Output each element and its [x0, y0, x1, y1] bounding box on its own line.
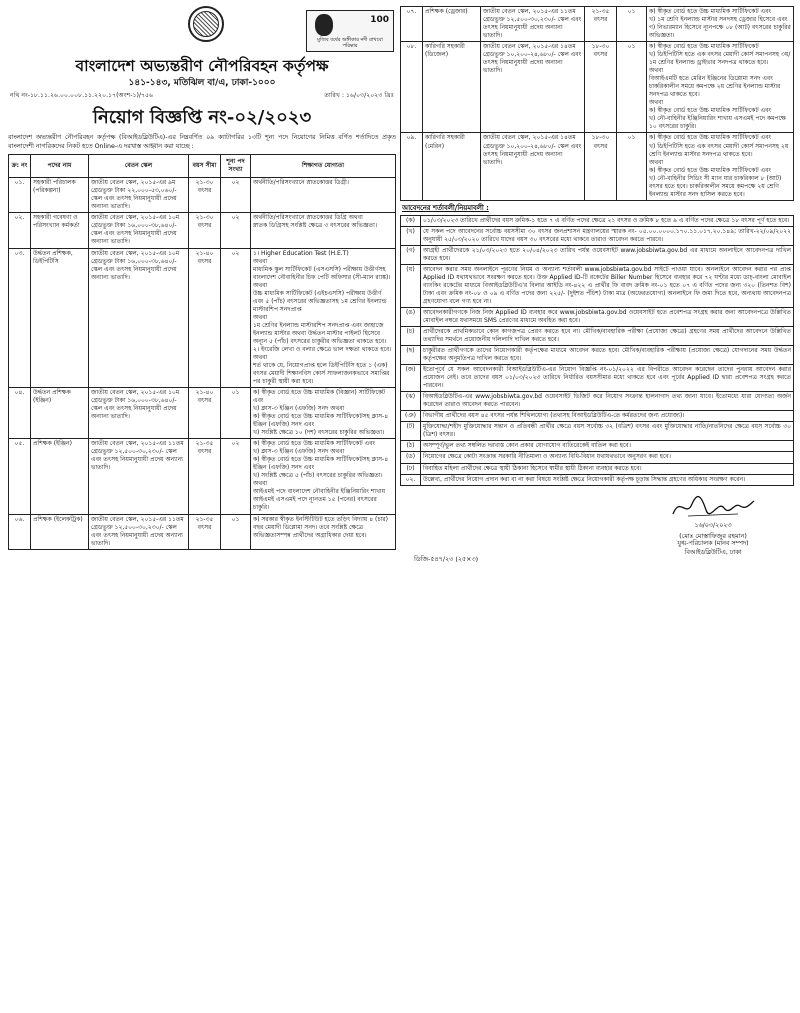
condition-row [401, 215, 794, 226]
signature-box [638, 492, 788, 557]
condition-text: প্রার্থীদেরকে প্রাথমিকভাবে কোন কাগজপত্র প্রেরণ করতে হবে না। মৌখিক/ব্যবহারিক পরীক্ষা (প্রযোজ্য ক্ষেত্রে) গ্রহণের সময় প্রার্থীদের আবেদনে উল্লিখিত তথ্যাদির সমর্থনে প্রয়োজনীয় দলিলাদি দাখিল করতে হবে। [421, 327, 794, 346]
qualification-line: খ) নৌ-বাহিনীর ইঞ্জিনিয়ারিং শাখায় এসএমই পদে কমপক্ষে ১০ বৎসরের চাকুরি। [649, 115, 786, 131]
post-name: প্রশিক্ষক (ড্রেজার) [423, 7, 481, 42]
condition-row [401, 441, 794, 452]
age-limit: ২১-৩৫ বৎসর [585, 7, 617, 42]
table-row [9, 388, 396, 439]
qualification [251, 388, 396, 439]
vacancy-count: ০১ [221, 388, 251, 439]
pay-scale: জাতীয় বেতন স্কেল, ২০১৫-এর ১৪তম গ্রেডভুক্ত ১০,২০০-২৪,৬৮০/- স্কেল এবং তৎসহ নিয়মানুযায়ী প্রদেয় অন্যান্য ভাতাদি। [481, 133, 585, 200]
vacancy-count: ০১ [617, 7, 647, 42]
condition-label: (ঞ) [401, 411, 421, 422]
condition-row [401, 422, 794, 441]
post-name: সহকারী গবেষণা ও পরিসংখ্যান কর্মকর্তা [31, 213, 89, 248]
qualification-line: অর্থনীতি/পরিসংখ্যানে স্নাতকোত্তর ডিগ্রী। [253, 179, 349, 187]
qualification-line: খ) ক্লাস-৩ ইঞ্জিন (এফজি) সনদ অথবা [253, 448, 345, 456]
condition-label: (ট) [401, 422, 421, 441]
qualification-line: অথবা [649, 67, 664, 75]
signature-block [400, 492, 794, 570]
signature-date: ১৬/০৩/২০২৩ [694, 521, 732, 529]
qualification [647, 133, 794, 200]
memo-number: নথি নং-১৮.১১.২৬.০০.০০৮.১১.২২০.১৭(অংশ-১)/৭৫৬ [10, 92, 154, 99]
qualification-line: খ) সংশ্লিষ্ট ক্ষেত্রে ৫ (পাঁচ) বৎসরের চাকুরির অভিজ্ঞতা। [253, 472, 383, 480]
memo-date: তারিখ : ১৬/০৩/২০২৩ খ্রিঃ [324, 92, 394, 99]
posts-table-right [400, 6, 794, 201]
qualification-line: ক) স্বীকৃত বোর্ড হতে উচ্চ মাধ্যমিক সার্টিফিকেট এবং [649, 166, 772, 174]
pay-scale: জাতীয় বেতন স্কেল, ২০১৫-এর ১১তম গ্রেডভুক্ত ১২,৫০০-৩০,২৩০/- স্কেল এবং তৎসহ নিয়মানুযায়ী প্রদেয় অন্যান্য ভাতাদি। [89, 439, 189, 514]
condition-row [401, 365, 794, 392]
condition-text: বিভাগীয় প্রার্থীদের বয়স ৪৫ বৎসর পর্যন্ত শিথিলযোগ্য (তথ্যসহ বিআইডব্লিউটিএ-তে কর্মরতদের জন্য প্রযোজ্য)। [421, 411, 794, 422]
qualification-line: ক) স্বীকৃত বোর্ড হতে উচ্চ মাধ্যমিক সার্টিফিকেটসহ ক্লাস-৪ ইঞ্জিন (এফজি) সনদ এবং [253, 413, 389, 429]
condition-text: অসম্পূর্ণ/ভুল তথ্য সম্বলিত দরখাস্ত কোন প্রকার যোগাযোগ ব্যতিরেকেই বাতিল করা হবে। [421, 441, 794, 452]
qualification-line: শর্ত থাকে যে, নিয়োগপ্রাপ্ত হলে ডিইপিটিসি হতে ১ (এক) বৎসর মেয়াদী শিক্ষানবিস কোর্স সাফল্যজনকভাবে সমাপ্তির পর চাকুরী স্থায়ী করা হবে। [253, 361, 390, 385]
notice-intro: বাংলাদেশ অভ্যন্তরীণ নৌপরিবহন কর্তৃপক্ষ (বিআইডব্লিউটিএ)-এর নিম্নবর্ণিত ০৯ ক্যাটাগরির ১৩টি শূন্য পদে নিয়োগের নিমিত্ত বর্ণিত শর্তাদিতে প্রকৃত বাংলাদেশী নাগরিকদের নিকট হতে Online-এ দরখাস্ত আহ্বান করা যাচ্ছে : [8, 134, 396, 150]
age-limit: ২১-৩০ বৎসর [189, 213, 221, 248]
qualification [647, 7, 794, 42]
qualification-line: খ) ১ম শ্রেণি ইনল্যান্ড মাস্টার সনদসহ ড্রেজার হিসেবে এবং [649, 16, 788, 24]
condition-row [401, 463, 794, 474]
qualification-line: অথবা [253, 480, 268, 488]
condition-text: ০১/০৩/২০২৩ তারিখে প্রার্থীদের বয়স ক্রমিক-১ হতে ৭ এ বর্ণিত পদের ক্ষেত্রে ২১ বৎসর ও ক্রমিক ৮ হতে ৯ এ বর্ণিত পদের ক্ষেত্রে ১৮ বৎসর পূর্ণ হতে হবে। [421, 215, 794, 226]
condition-label: (ড) [401, 452, 421, 463]
table-row [401, 7, 794, 42]
table-row [9, 213, 396, 248]
qualification-line: বিআইএমটি হতে মেরিন ইঞ্জিনের ডিপ্লোমা সনদ এবং চাকরিকালীন সময়ে কমপক্ষে ২য় শ্রেণির ইনল্যান্ড মাস্টার সনদপত্র থাকতে হবে। [649, 75, 781, 99]
vacancy-count: ০১ [221, 514, 251, 549]
condition-text: ইতোপূর্বে যে সকল আবেদনকারী বিআইডব্লিউটিএ-এর নিয়োগ বিজ্ঞপ্তি নং-০১/২০২২ এর বিপরীতে আবেদন করেছেন তাদের পুনরায় আবেদন করার প্রয়োজন নেই। তবে তাদের বয়স ০১/০৩/২০২৩ তারিখে নির্ধারিত বয়সসীমার মধ্যে থাকতে হবে এবং পূর্বের Applied ID দ্বারা প্রবেশপত্র সংগ্রহ করতে পারবেন। [421, 365, 794, 392]
condition-row [401, 308, 794, 327]
signatory-name: (মোঃ মোস্তাফিজুর রহমান) [679, 531, 747, 540]
qualification-line: খ) ডিইপিটিসি হতে এক বৎসর মেয়াদী কোর্স সমাপনসহ ৩য়/১ম শ্রেণির ইনল্যান্ড ড্রাইভার সনদপত্র থাকতে হবে। [649, 51, 791, 67]
post-serial: ০১. [9, 178, 31, 213]
qualification-line: গ) নিভারম্যান হিসেবে ন্যূনপক্ষে ০৮ (আট) বৎসরের চাকুরির অভিজ্ঞতা। [649, 24, 791, 40]
qualification [251, 178, 396, 213]
vacancy-count: ০১ [617, 42, 647, 133]
vacancy-count: ০২ [221, 213, 251, 248]
condition-label: (চ) [401, 327, 421, 346]
qualification-line: মাধ্যমিক স্কুল সার্টিফিকেট (এসএসসি) পরীক্ষায় উত্তীর্ণসহ বাংলাদেশ নৌবাহিনীর চিফ পেটি অফিসার (সী-ম্যান র‍্যাঙ্ক)। [253, 265, 391, 281]
condition-text: আগ্রহী প্রার্থীদেরকে ২১/০৩/২০২৩ হতে ২০/০৪/২০২৩ তারিখ পর্যন্ত ওয়েবসাইট www.jobsbiwta.gov.bd এর মাধ্যমে অনলাইনে আবেদনপত্র দাখিল করতে হবে। [421, 245, 794, 264]
condition-text: বিবাহিত মহিলা প্রার্থীদের ক্ষেত্রে স্থায়ী ঠিকানা হিসেবে স্বামীর স্থায়ী ঠিকানা ব্যবহার করতে হবে। [421, 463, 794, 474]
org-name: বাংলাদেশ অভ্যন্তরীণ নৌপরিবহন কর্তৃপক্ষ [75, 56, 329, 75]
condition-text: উল্লেখ্য, প্রার্থীদের নিয়োগ প্রদান করা বা না করা বিষয়ে সংশ্লিষ্ট ক্ষেত্রে নিয়োগকারী কর্তৃপক্ষ চূড়ান্ত সিদ্ধান্ত গ্রহণের অধিকার সংরক্ষণ করেন। [421, 474, 794, 485]
post-serial: ০৩. [9, 248, 31, 388]
qualification [647, 42, 794, 133]
vacancy-count: ০১ [617, 133, 647, 200]
qualification [251, 248, 396, 388]
post-serial: ০৫. [9, 439, 31, 514]
condition-label: (ক) [401, 215, 421, 226]
condition-label: (জ) [401, 365, 421, 392]
age-limit: ১৮-৩০ বৎসর [585, 42, 617, 133]
th-age: বয়স সীমা [189, 155, 221, 178]
qualification-line: খ) ক্লাস-৩ ইঞ্জিন (এফজি) সনদ অথবা [253, 405, 345, 413]
condition-text: বিআইডব্লিউটিএ-এর www.jobsbiwta.gov.bd ওয়েবসাইট ভিজিট করে নিয়োগ সংক্রান্ত হালনাগাদ তথ্য জানা যাবে। ইতোমধ্যে যারা যোগ্যতা অর্জন করেছেন তারাও আবেদন করতে পারবেন। [421, 392, 794, 411]
mujib-borsho-banner [306, 10, 394, 52]
age-limit: ২১-৩০ বৎসর [189, 178, 221, 213]
condition-row [401, 264, 794, 307]
condition-row [401, 327, 794, 346]
pay-scale: জাতীয় বেতন স্কেল, ২০১৫-এর ১০ম গ্রেডভুক্ত টাকা ১৬,০০০-৩৮,৬৪০/- স্কেল এবং তৎসহ নিয়মানুযায়ী প্রদেয় অন্যান্য ভাতাদি। [89, 213, 189, 248]
banner-number: 100 [370, 15, 389, 25]
qualification-line: ক) স্বীকৃত বোর্ড হতে উচ্চ মাধ্যমিক সার্টিফিকেট এবং [649, 8, 772, 15]
age-limit: ২১-৩৫ বৎসর [189, 514, 221, 549]
condition-label: ০২. [401, 474, 421, 485]
right-column [400, 6, 794, 1006]
qualification-line: ক) স্বীকৃত বোর্ড হতে উচ্চ মাধ্যমিক সার্টিফিকেট এবং [649, 107, 772, 115]
qualification-line: উচ্চ মাধ্যমিক সার্টিফিকেট (এইচএসসি) পরীক্ষায় উত্তীর্ণ এবং ৫ (পাঁচ) বৎসরের অভিজ্ঞতাসহ ১ম শ্রেণির ইনল্যান্ড মাস্টারশিপ সনদপ্রাপ্ত [253, 289, 387, 313]
dfp-code: ডিজি-৫৪৭/২৩ (২৫×৩) [414, 555, 479, 564]
age-limit: ২১-৩৫ বৎসর [189, 439, 221, 514]
condition-text: নিয়োগের ক্ষেত্রে কোটা সংক্রান্ত সরকারি নীতিমালা ও অন্যান্য বিধি-বিধান যথাযথভাবে অনুসরণ করা হবে। [421, 452, 794, 463]
condition-text: মুক্তিযোদ্ধা/শহীদ মুক্তিযোদ্ধার সন্তান ও প্রতিবন্ধী প্রার্থীর ক্ষেত্রে বয়স সর্বোচ্চ ৩২ (বত্রিশ) বৎসর এবং মুক্তিযোদ্ধার নাতি/নাতনিদের ক্ষেত্রে বয়স সর্বোচ্চ ৩০ (ত্রিশ) বৎসর। [421, 422, 794, 441]
banner-text: মুজিব বর্ষের অঙ্গীকার নদী রাখবো পরিষ্কার [317, 37, 383, 49]
qualification-line: অথবা [649, 158, 664, 166]
post-name: প্রশিক্ষক (ইলেকট্রিক) [31, 514, 89, 549]
qualification-line: খ) সংশ্লিষ্ট ক্ষেত্রে ১০ (দশ) বৎসরের চাকুরির অভিজ্ঞতা। [253, 429, 385, 437]
table-header-row [9, 155, 396, 178]
condition-row [401, 346, 794, 365]
post-name: উর্দ্ধতন প্রশিক্ষক (ইঞ্জিন) [31, 388, 89, 439]
qualification [251, 439, 396, 514]
vacancy-count: ০২ [221, 439, 251, 514]
letterhead [8, 6, 396, 56]
condition-text: যে সকল পদে আবেদনের সর্বোচ্চ বয়সসীমা ৩০ বৎসর জনপ্রশাসন মন্ত্রণালয়ের স্মারক নং- ০৫.০০.০০০০.১৭০.১১.০১৭.২০.১৪৯; তারিখ-২২/০৯/২০২২ অনুযায়ী ২৫/০৩/২০২০ তারিখে যাদের বয়স ৩০ বৎসরের মধ্যে থাকবে তারাও আবেদন করতে পারবে। [421, 226, 794, 245]
post-serial: ০৮. [401, 42, 423, 133]
qualification-line: ২। ইংরেজি লেখা ও বলার ক্ষেত্রে ভাল দক্ষতা থাকতে হবে। [253, 345, 392, 353]
pay-scale: জাতীয় বেতন স্কেল, ২০১৫-এর ৯ম গ্রেডভুক্ত টাকা ২২,০০০-৫৩,০৬০/- স্কেল এবং তৎসহ নিয়মানুযায়ী প্রদেয় অন্যান্য ভাতাদি। [89, 178, 189, 213]
age-limit: ২১-৪০ বৎসর [189, 248, 221, 388]
condition-text: আবেদন করার সময় অনলাইনে পূরণের নিয়ম ও অন্যান্য শর্তাবলী www.jobsbiwta.gov.bd সাইটে পাওয়া যাবে। অনলাইনে আবেদন করার পর প্রাপ্ত Applied ID যথাযথভাবে সংরক্ষণ করতে হবে। উক্ত Applied ID-টি রকেটের Biller Number হিসেবে ব্যবহার করে ৭২ ঘণ্টার মধ্যে ডাচ্-বাংলা মোবাইল ব্যাংকিং রকেটের মাধ্যমে বিআইডব্লিউটিএ'র বিলার আইডি নং-৪২২ এ প্রার্থীর ফি বাবদ ক্রমিক নং-০১ হতে ০৭ এ বর্ণিত পদের জন্য ৩২০ (তিনশত বিশ) টাকা এবং ক্রমিক নং-০৮ ও ০৯ এ বর্ণিত পদের জন্য ২২৫/- (দুইশত পঁচিশ) টাকা মাত্র (অফেরতযোগ্য) অনলাইনে ফি জমা দিতে হবে, অন্যথায় আবেদনপত্র গ্রহণযোগ্য বলে গণ্য হবে না। [421, 264, 794, 307]
post-name: কারিগরি সহকারী (ডিজেল) [423, 42, 481, 133]
condition-text: চাকুরীরত প্রার্থীগণকে তাদের নিয়োগকারী কর্তৃপক্ষের মাধ্যমে আবেদন করতে হবে। মৌখিক/ব্যবহারিক পরীক্ষায় (প্রযোজ্য ক্ষেত্রে) যোগদানের সময় উর্দ্ধতন কর্তৃপক্ষের অনুমতিপত্র দাখিল করতে হবে। [421, 346, 794, 365]
table-row [401, 133, 794, 200]
pay-scale: জাতীয় বেতন স্কেল, ২০১৫-এর ১১তম গ্রেডভুক্ত ১২,৫০০-৩০,২৩০/- স্কেল এবং তৎসহ নিয়মানুযায়ী প্রদেয় অন্যান্য ভাতাদি। [481, 7, 585, 42]
age-limit: ২১-৪০ বৎসর [189, 388, 221, 439]
conditions-table [400, 215, 794, 486]
vacancy-count: ০২ [221, 248, 251, 388]
table-row [9, 439, 396, 514]
table-row [9, 514, 396, 549]
qualification-line: ১ম শ্রেণির ইনল্যান্ড মাস্টারশিপ সনদপ্রাপ্ত এবং জাহাজে ইনল্যান্ড মাস্টার অথবা উর্দ্ধতন মাস্টার পাইলট হিসেবে অন্যূন ৫ (পাঁচ) বৎসরের চাকুরীর অভিজ্ঞতা থাকতে হবে। [253, 321, 387, 345]
condition-label: (ছ) [401, 346, 421, 365]
qualification-line: খ) নৌ-বাহিনীর সিডিং সী ম্যান যার চাকরিকাল ৮ (আট) বৎসর হতে হবে। চাকরিকালীন সময়ে কমপক্ষে ২য় শ্রেণি ইনল্যান্ড মাস্টার সনদ হাসিল করতে হবে। [649, 174, 782, 198]
qualification-line: ক) স্বীকৃত বোর্ড হতে উচ্চ মাধ্যমিক সার্টিফিকেট এবং [253, 440, 376, 448]
condition-label: (ঝ) [401, 392, 421, 411]
qualification [251, 514, 396, 549]
memo-line [8, 92, 396, 100]
pay-scale: জাতীয় বেতন স্কেল, ২০১৫-এর ১০ম গ্রেডভুক্ত টাকা ১৬,০০০-৩৮,৬৪০/- স্কেল এবং তৎসহ নিয়মানুযায়ী প্রদেয় অন্যান্য ভাতাদি। [89, 388, 189, 439]
qualification-line: অথবা [649, 99, 664, 107]
post-serial: ০৭. [401, 7, 423, 42]
condition-text: আবেদনকারীগণকে নিজ নিজ Applied ID ব্যবহার করে www.jobsbiwta.gov.bd ওয়েবসাইট হতে প্রবেশপত্র সংগ্রহ করার জন্য আবেদনপত্রে উল্লিখিত মোবাইল নম্বরে যথাসময়ে SMS প্রেরণের মাধ্যমে অবহিত করা হবে। [421, 308, 794, 327]
vacancy-count: ০২ [221, 178, 251, 213]
table-row [401, 42, 794, 133]
condition-label: (ঠ) [401, 441, 421, 452]
pay-scale: জাতীয় বেতন স্কেল, ২০১৫-এর ১৪তম গ্রেডভুক্ত ১০,২০০-২৪,৬৮০/- স্কেল এবং তৎসহ নিয়মানুযায়ী প্রদেয় অন্যান্য ভাতাদি। [481, 42, 585, 133]
qualification-line: অথবা [253, 281, 268, 289]
condition-label: (ঘ) [401, 264, 421, 307]
post-name: কারিগরি সহকারী (মেরিন) [423, 133, 481, 200]
org-address: ১৪১-১৪৩, মতিঝিল বা/এ, ঢাকা-১০০০ [128, 78, 276, 88]
signature-icon [668, 492, 758, 522]
post-serial: ০২. [9, 213, 31, 248]
table-row [9, 248, 396, 388]
signatory-office: বিআইডব্লিউটিএ, ঢাকা [684, 548, 742, 556]
qualification-line: অথবা [253, 353, 268, 361]
left-column [8, 6, 396, 1006]
condition-label: (ঙ) [401, 308, 421, 327]
qualification-line: আইএমই পদে বাংলাদেশ নৌবাহিনীর ইঞ্জিনিয়ারিং শাখায় আইএমই এসএমই পদে ন্যূনতম ১৫ (পনের) বৎসরের চাকুরি। [253, 488, 386, 512]
th-qualification: শিক্ষাগত যোগ্যতা [251, 155, 396, 178]
table-row [9, 178, 396, 213]
condition-row [401, 392, 794, 411]
biwta-logo-icon [188, 6, 224, 42]
qualification-line: ক) স্বীকৃত বোর্ড হতে উচ্চ মাধ্যমিক (বিজ্ঞান) সার্টিফিকেট এবং [253, 389, 386, 405]
condition-row [401, 474, 794, 485]
condition-label: (খ) [401, 226, 421, 245]
th-serial: ক্র: নং [9, 155, 31, 178]
condition-label: (গ) [401, 245, 421, 264]
th-pay: বেতন স্কেল [89, 155, 189, 178]
posts-table-left [8, 154, 396, 549]
qualification-line: ১। Higher Education Test (H.E.T) [253, 249, 349, 257]
qualification-line: ক) স্বীকৃত বোর্ড হতে উচ্চ মাধ্যমিক সার্টিফিকেট [649, 43, 759, 51]
signatory-designation: যুগ্ম-পরিচালক (মানব সম্পদ) [677, 540, 749, 548]
th-vacancy: শূন্য পদ সংখ্যা [221, 155, 251, 178]
qualification-line: স্নাতক ডিগ্রিসহ সংশ্লিষ্ট ক্ষেত্রে ৩ বৎসরের অভিজ্ঞতা। [253, 222, 377, 230]
pay-scale: জাতীয় বেতন স্কেল, ২০১৫-এর ১১তম গ্রেডভুক্ত ১২,৫০০-৩০,২৩০/- স্কেল এবং তৎসহ নিয়মানুযায়ী প্রদেয় অন্যান্য ভাতাদি। [89, 514, 189, 549]
age-limit: ১৮-৩০ বৎসর [585, 133, 617, 200]
post-serial: ০৪. [9, 388, 31, 439]
qualification-line: খ) ডিইপিটিসি হতে এক বৎসর মেয়াদী কোর্স সমাপনসহ ২য় শ্রেণি ইনল্যান্ড মাস্টার সনদপত্র থাকতে হবে। [649, 142, 789, 158]
qualification-line: ক) সরকার স্বীকৃত ইনস্টিটিউট হতে তড়িৎ বিদ্যায় ৪ (চার) বছর মেয়াদী ডিপ্লোমা সনদ। তবে সংশ্লিষ্ট ক্ষেত্রে অভিজ্ঞতাসম্পন্ন প্রার্থীদের অগ্রাধিকার দেয়া হবে। [253, 515, 389, 539]
condition-row [401, 452, 794, 463]
qualification-line: অথবা [253, 257, 268, 265]
post-serial: ০৯. [401, 133, 423, 200]
condition-row [401, 245, 794, 264]
qualification [251, 213, 396, 248]
th-post: পদের নাম [31, 155, 89, 178]
pay-scale: জাতীয় বেতন স্কেল, ২০১৫-এর ১০ম গ্রেডভুক্ত টাকা ১৬,০০০-৩৮,৬৪০/- স্কেল এবং তৎসহ নিয়মানুযায়ী প্রদেয় অন্যান্য ভাতাদি। [89, 248, 189, 388]
notice-title: নিয়োগ বিজ্ঞপ্তি নং-০২/২০২৩ [92, 107, 312, 129]
qualification-line: অর্থনীতি/পরিসংখ্যানে স্নাতকোত্তর ডিগ্রি অথবা [253, 214, 363, 222]
condition-row [401, 411, 794, 422]
qualification-line: অথবা [253, 313, 268, 321]
qualification-line: ক) স্বীকৃত বোর্ড হতে উচ্চ মাধ্যমিক সার্টিফিকেটসহ ক্লাস-৪ ইঞ্জিন (এফজি) সনদ এবং [253, 456, 389, 472]
conditions-title: আবেদনের শর্তাবলী/নিয়মাবলী : [402, 203, 489, 212]
qualification-line: ক) স্বীকৃত বোর্ড হতে উচ্চ মাধ্যমিক সার্টিফিকেট এবং [649, 134, 772, 142]
post-serial: ০৬. [9, 514, 31, 549]
post-name: উর্দ্ধতন প্রশিক্ষক, ডিইপিটিসি [31, 248, 89, 388]
condition-row [401, 226, 794, 245]
post-name: সহকারী পরিচালক (পরিকল্পনা) [31, 178, 89, 213]
post-name: প্রশিক্ষক (ইঞ্জিন) [31, 439, 89, 514]
condition-label: (ঢ) [401, 463, 421, 474]
